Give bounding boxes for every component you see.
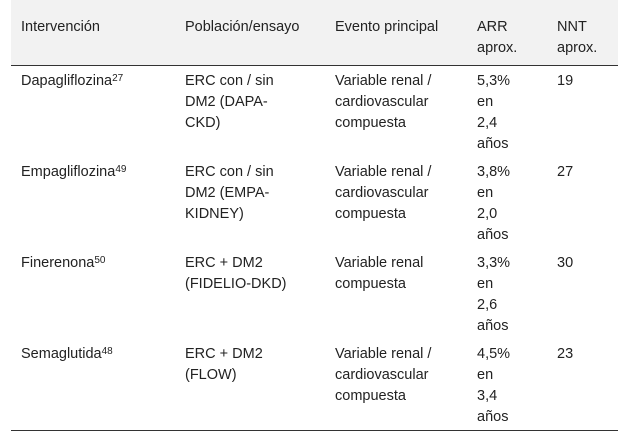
cell-event: Variable renal / cardiovascular compuesta	[335, 346, 432, 404]
reference-number: 27	[112, 73, 124, 84]
cell-event: Variable renal / cardiovascular compuesta	[335, 73, 432, 131]
header-row	[11, 0, 618, 66]
cell-nnt: 23	[557, 346, 574, 362]
table-row	[11, 66, 618, 158]
cell-population: ERC + DM2 (FIDELIO-DKD)	[185, 255, 287, 292]
cell-population: ERC con / sin DM2 (EMPA-KIDNEY)	[185, 164, 274, 222]
header-event: Evento principal	[335, 19, 439, 35]
header-arr: ARR aprox.	[477, 19, 518, 56]
cell-event: Variable renal compuesta	[335, 255, 424, 292]
cell-arr: 5,3% en 2,4 años	[477, 73, 511, 152]
data-table	[11, 0, 618, 431]
cell-arr: 4,5% en 3,4 años	[477, 346, 511, 425]
header-nnt: NNT aprox.	[557, 19, 598, 56]
cell-arr: 3,3% en 2,6 años	[477, 255, 511, 334]
cell-intervention: Finerenona$^{50}$	[21, 255, 106, 271]
cell-population: ERC + DM2 (FLOW)	[185, 346, 263, 383]
cell-population: ERC con / sin DM2 (DAPA-CKD)	[185, 73, 274, 131]
table-row	[11, 248, 618, 339]
cell-intervention: Empagliflozina$^{49}$	[21, 164, 127, 180]
cell-event: Variable renal / cardiovascular compuesta	[335, 164, 432, 222]
table-row	[11, 339, 618, 431]
reference-number: 48	[101, 346, 113, 357]
header-intervention: Intervención	[21, 19, 100, 35]
cell-nnt: 19	[557, 73, 574, 89]
cell-arr: 3,8% en 2,0 años	[477, 164, 511, 243]
table-container	[11, 0, 618, 431]
cell-nnt: 27	[557, 164, 574, 180]
header-population: Población/ensayo	[185, 19, 300, 35]
reference-number: 50	[94, 255, 106, 266]
reference-number: 49	[115, 164, 127, 175]
cell-intervention: Semaglutida$^{48}$	[21, 346, 113, 362]
cell-nnt: 30	[557, 255, 574, 271]
table-row	[11, 157, 618, 248]
cell-intervention: Dapagliflozina$^{27}$	[21, 73, 124, 89]
